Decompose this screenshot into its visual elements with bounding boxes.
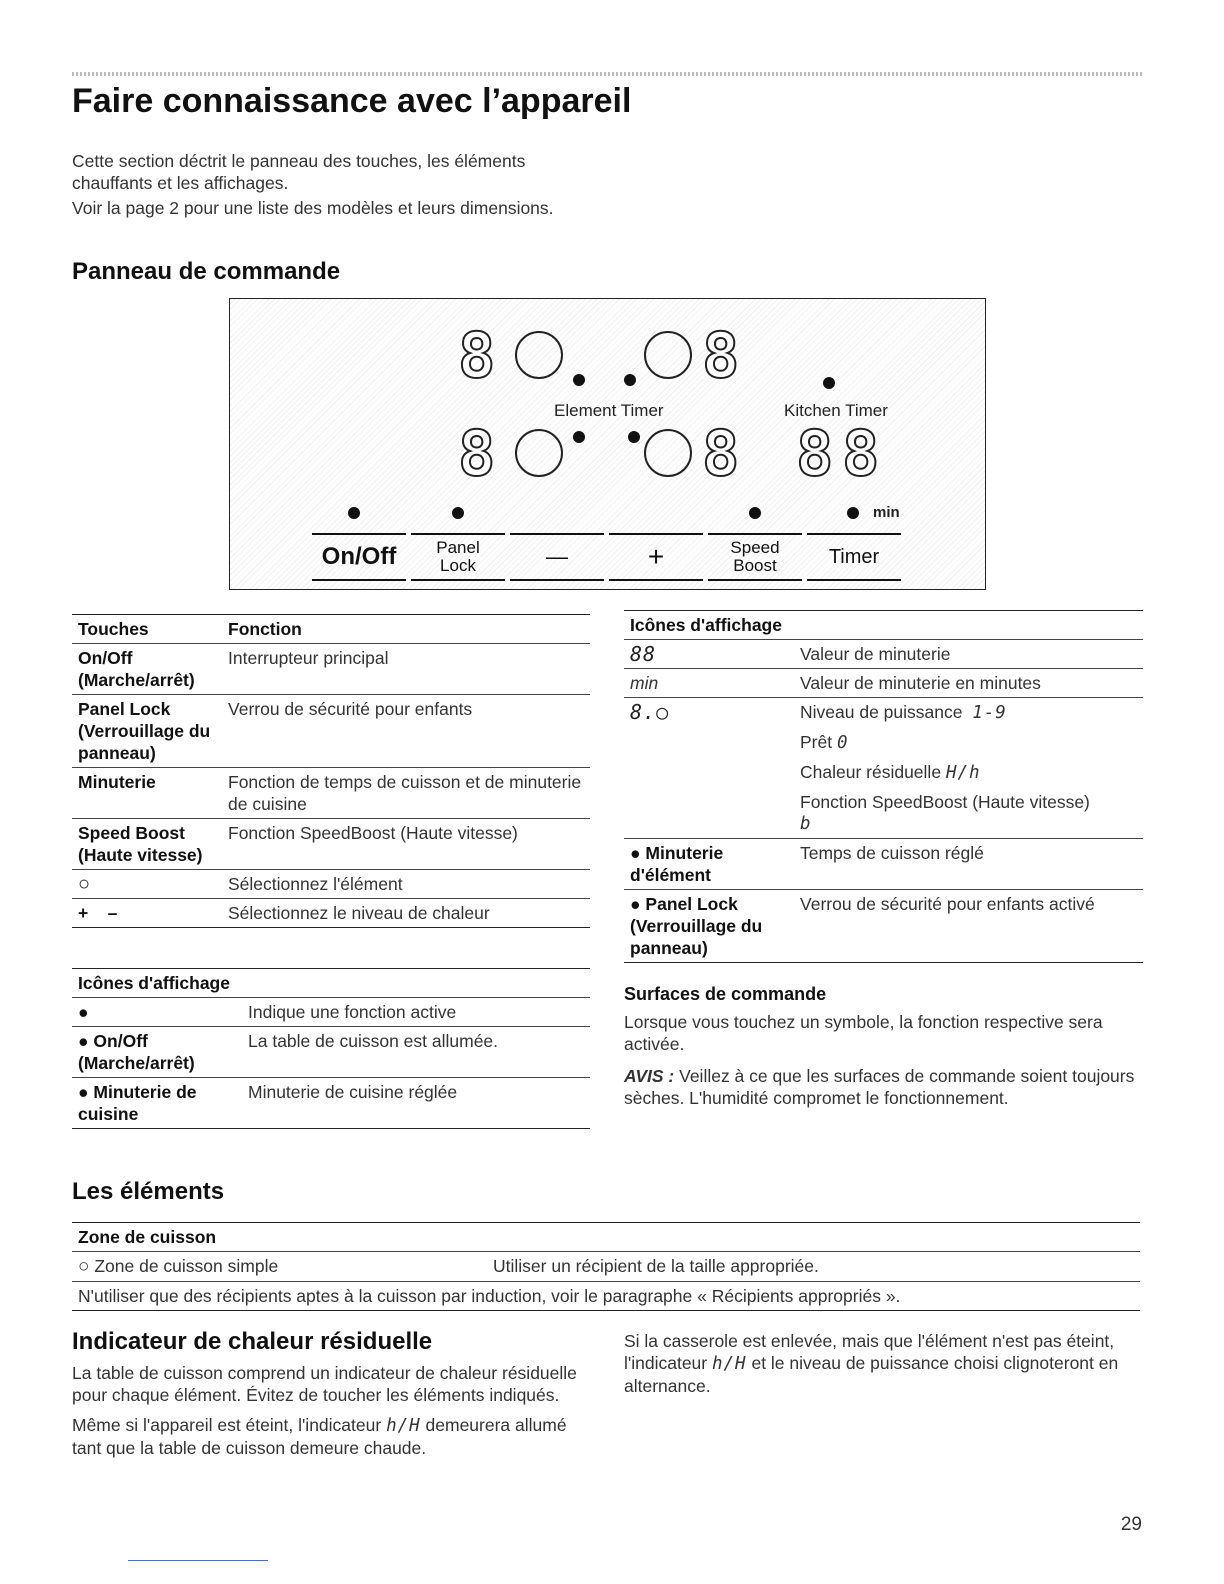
indicator-dot [573,431,585,443]
ring-icon: ○ [78,1256,90,1277]
avis-label: AVIS : [624,1066,675,1086]
panel-lock-key-line2: Lock [440,556,476,575]
residual-paragraph-2 [72,1414,592,1459]
table-row [624,839,1143,890]
power-range-symbol: 1-9 [972,703,1007,723]
elements-table [72,1222,1140,1311]
table-row [72,644,590,695]
control-panel-illustration [229,298,986,590]
speed-boost-key-line2: Boost [733,556,777,575]
cooking-zone-header: Zone de cuisson [78,1227,217,1247]
display-digit-bottom-left: 8 [458,417,498,490]
plus-key[interactable]: + [609,533,703,581]
desc-speedboost: Fonction SpeedBoost (Haute vitesse) [800,792,1090,812]
zone-ring-icon [644,429,692,477]
surfaces-text: Lorsque vous touchez un symbole, la fonction respective sera activée. [624,1012,1103,1054]
timer-key[interactable]: Timer [807,533,901,581]
zone-ring-icon [644,331,692,379]
top-rule [72,72,1144,76]
speedboost-symbol: b [800,814,812,834]
intro-paragraph-2: Voir la page 2 pour une liste des modèles et leurs dimensions. [72,198,554,218]
icon-description: Indique une fonction active [242,998,590,1027]
timer-digits-symbol: 88 [624,640,794,669]
table-row [72,1282,1140,1311]
desc-ready: Prêt [800,732,833,752]
surfaces-section [624,984,1144,1109]
desc-residual-heat: Chaleur résiduelle [800,762,942,782]
minus-key[interactable]: — [510,533,604,581]
table-row [72,1027,590,1078]
display-digit-top-left: 8 [458,319,498,392]
timer-indicator-dot [847,507,859,519]
icon-key: ● Panel Lock (Verrouillage du panneau) [624,890,794,963]
induction-note: N'utiliser que des récipients aptes à la cuisson par induction, voir le paragraphe « Récipients appropriés ». [72,1282,1140,1311]
table-row [72,1252,1140,1282]
icon-key: ● Minuterie de cuisine [72,1078,242,1129]
touch-function: Verrou de sécurité pour enfants [222,695,590,768]
text: et le niveau de puissance choisi clignoteront en alternance. [624,1353,1119,1396]
indicator-dot [628,431,640,443]
label-element-timer: Element Timer [554,401,664,420]
icons-table-left [72,968,590,1129]
residual-left-column [72,1362,592,1459]
surfaces-heading: Surfaces de commande [624,984,827,1004]
touch-key: Speed Boost (Haute vitesse) [72,819,222,870]
touches-table [72,614,590,928]
residual-heading: Indicateur de chaleur résiduelle [72,1328,433,1355]
panel-lock-indicator-dot [452,507,464,519]
panel-lock-key-line1: Panel [436,538,480,557]
touches-col-header: Touches [78,619,149,639]
ring-icon: ○ [72,870,222,899]
desc-power-level: Niveau de puissance [800,702,963,722]
touch-function: Interrupteur principal [222,644,590,695]
table-row [72,819,590,870]
icon-description: La table de cuisson est allumée. [242,1027,590,1078]
residual-right-column [624,1330,1144,1397]
fonction-col-header: Fonction [228,619,302,639]
table-row [624,890,1143,963]
panel-lock-key[interactable] [411,533,505,581]
text: Si la casserole est enlevée, mais que l'élément n'est pas éteint, l'indicateur [624,1331,1115,1373]
icon-description: Temps de cuisson réglé [794,839,1143,890]
display-digit-top-right: 8 [702,319,742,392]
elements-heading: Les éléments [72,1178,225,1205]
power-level-descriptions [794,698,1143,839]
indicator-dot [573,374,585,386]
text: Même si l'appareil est éteint, l'indicateur [72,1415,387,1435]
table-row [624,698,1143,839]
label-min: min [873,504,900,521]
touch-key: Panel Lock (Verrouillage du panneau) [72,695,222,768]
footer-rule [128,1560,268,1561]
icon-description: Verrou de sécurité pour enfants activé [794,890,1143,963]
touch-function: Sélectionnez le niveau de chaleur [222,899,590,928]
table-row [624,640,1143,669]
indicator-dot [823,377,835,389]
indicator-dot [624,374,636,386]
table-row [72,998,590,1027]
onoff-indicator-dot [348,507,360,519]
touch-key: On/Off (Marche/arrêt) [72,644,222,695]
touch-function: Fonction SpeedBoost (Haute vitesse) [222,819,590,870]
table-row [624,669,1143,698]
table-row [72,768,590,819]
text: demeurera allumé tant que la table de cuisson demeure chaude. [72,1415,567,1458]
intro-paragraph-1: Cette section déctrit le panneau des touches, les éléments chauffants et les affichages. [72,151,526,193]
speed-boost-key[interactable] [708,533,802,581]
dot-icon: ● [72,998,242,1027]
panel-heading: Panneau de commande [72,258,341,285]
residual-paragraph-3 [624,1330,1144,1397]
min-symbol: min [624,669,794,698]
label-kitchen-timer: Kitchen Timer [784,401,888,420]
display-kitchen-timer-2: 8 [842,417,882,490]
table-row [72,870,590,899]
residual-heat-symbol: h/H [386,1416,421,1436]
power-level-symbol: 8.○ [624,698,794,839]
residual-heat-symbol: h/H [711,1354,747,1374]
speed-boost-key-line1: Speed [730,538,780,557]
residual-heat-symbol: H/h [945,763,981,783]
avis-paragraph [624,1065,1144,1109]
avis-text: Veillez à ce que les surfaces de commande soient toujours sèches. L'humidité compromet le fonctionnement. [624,1066,1135,1108]
page-title: Faire connaissance avec l’appareil [72,82,632,120]
table-row [72,899,590,928]
display-digit-element-timer: 8 [702,417,742,490]
icon-description: Minuterie de cuisine réglée [242,1078,590,1129]
display-kitchen-timer-1: 8 [796,417,836,490]
icons-left-header: Icônes d'affichage [78,973,230,993]
zone-ring-icon [515,429,563,477]
onoff-key[interactable]: On/Off [312,533,406,581]
zone-ring-icon [515,331,563,379]
table-row [72,1078,590,1129]
icons-table-right [624,610,1143,963]
table-row [72,695,590,768]
plus-minus-icon: + – [72,899,222,928]
touch-key: Minuterie [72,768,222,819]
page-number: 29 [1120,1514,1142,1535]
residual-paragraph-1: La table de cuisson comprend un indicateur de chaleur résiduelle pour chaque élément. Évitez de toucher les éléments indiqués. [72,1363,577,1405]
icon-key: ● Minuterie d'élément [624,839,794,890]
icon-description: Valeur de minuterie [794,640,1143,669]
zone-label: Zone de cuisson simple [94,1256,279,1276]
icon-key: ● On/Off (Marche/arrêt) [72,1027,242,1078]
zone-description: Utiliser un récipient de la taille appropriée. [487,1252,1140,1282]
ready-symbol: 0 [836,733,849,753]
speed-boost-indicator-dot [749,507,761,519]
touch-function: Fonction de temps de cuisson et de minuterie de cuisine [222,768,590,819]
icons-right-header: Icônes d'affichage [630,615,782,635]
touch-function: Sélectionnez l'élément [222,870,590,899]
icon-description: Valeur de minuterie en minutes [794,669,1143,698]
